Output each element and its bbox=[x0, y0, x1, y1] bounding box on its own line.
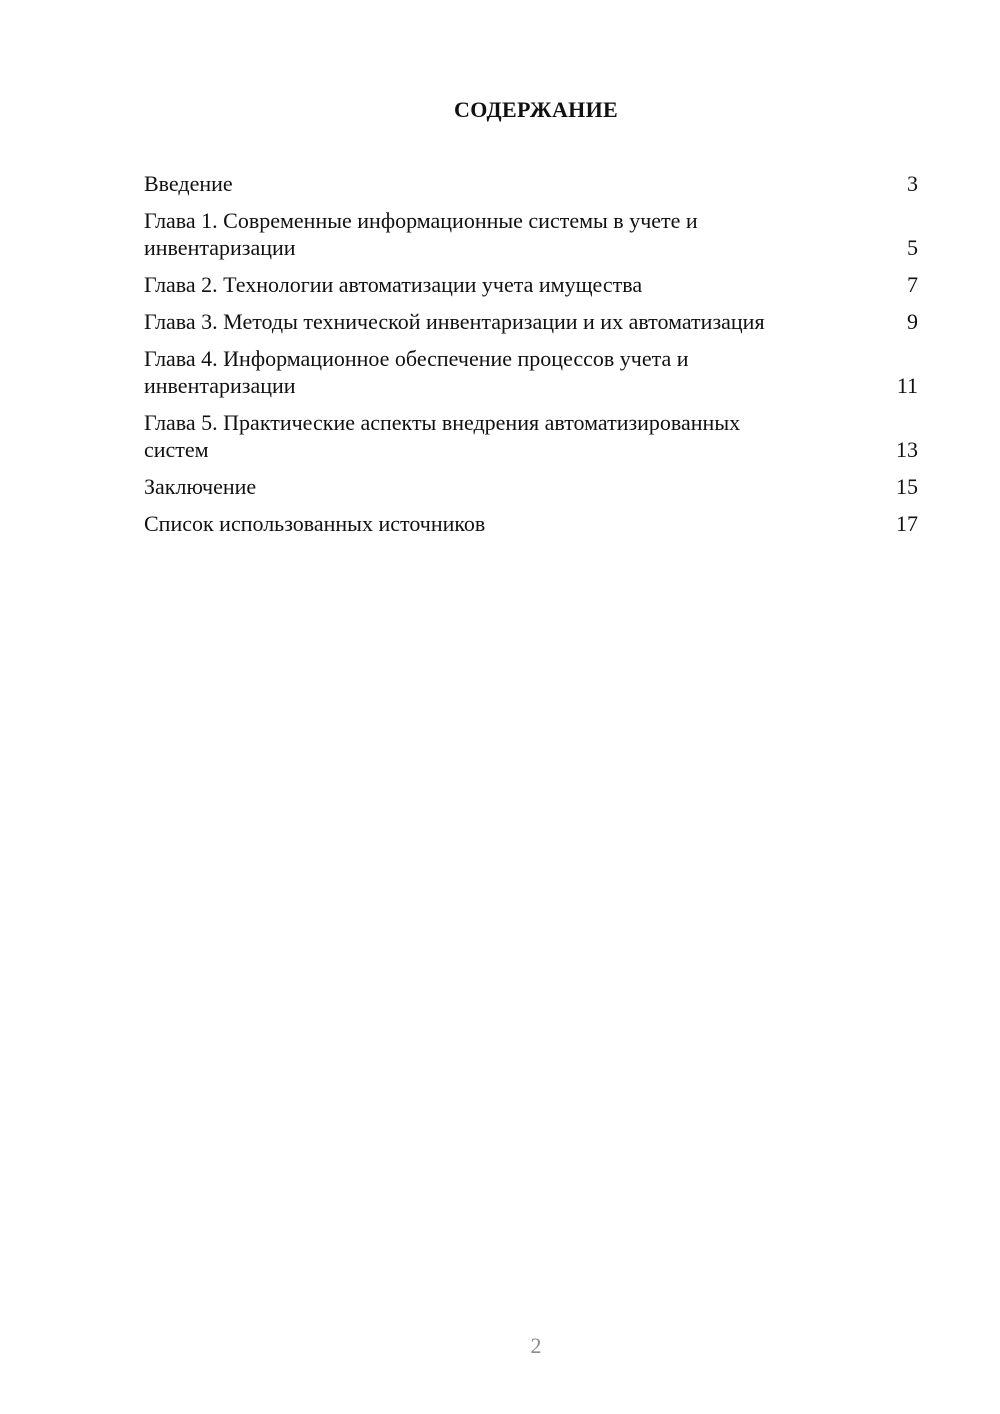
toc-entry-chapter-5 bbox=[144, 409, 918, 463]
toc-entry-text: Глава 5. Практические аспекты внедрения автоматизированных систем bbox=[144, 410, 741, 462]
toc-entry-page: 13 bbox=[896, 437, 918, 462]
toc-entry-text: Глава 2. Технологии автоматизации учета имущества bbox=[144, 272, 643, 297]
toc-entry-chapter-4 bbox=[144, 345, 918, 399]
document-title: СОДЕРЖАНИЕ bbox=[454, 97, 618, 122]
toc-entry-page: 17 bbox=[896, 511, 918, 536]
toc-entry-text: Заключение bbox=[144, 474, 257, 499]
toc-entry-text: Глава 4. Информационное обеспечение процессов учета и инвентаризации bbox=[144, 346, 689, 398]
toc-entry-page: 3 bbox=[907, 171, 918, 196]
toc-entry-chapter-2 bbox=[144, 271, 918, 298]
toc-entry-text: Введение bbox=[144, 171, 233, 196]
toc-entry-page: 5 bbox=[907, 235, 918, 260]
toc-entry-text: Список использованных источников bbox=[144, 511, 486, 536]
toc-entry-page: 15 bbox=[896, 474, 918, 499]
page-number: 2 bbox=[530, 1333, 542, 1358]
toc-entry-conclusion bbox=[144, 473, 918, 500]
toc-entry-text: Глава 1. Современные информационные системы в учете и инвентаризации bbox=[144, 208, 698, 260]
toc-entry-text: Глава 3. Методы технической инвентаризации и их автоматизация bbox=[144, 309, 765, 334]
toc-entry-chapter-3 bbox=[144, 308, 918, 335]
table-of-contents bbox=[144, 170, 918, 547]
toc-entry-chapter-1 bbox=[144, 207, 918, 261]
toc-entry-page: 7 bbox=[907, 272, 918, 297]
toc-entry-page: 9 bbox=[907, 309, 918, 334]
toc-entry-introduction bbox=[144, 170, 918, 197]
toc-entry-page: 11 bbox=[896, 373, 918, 398]
toc-entry-references bbox=[144, 510, 918, 537]
